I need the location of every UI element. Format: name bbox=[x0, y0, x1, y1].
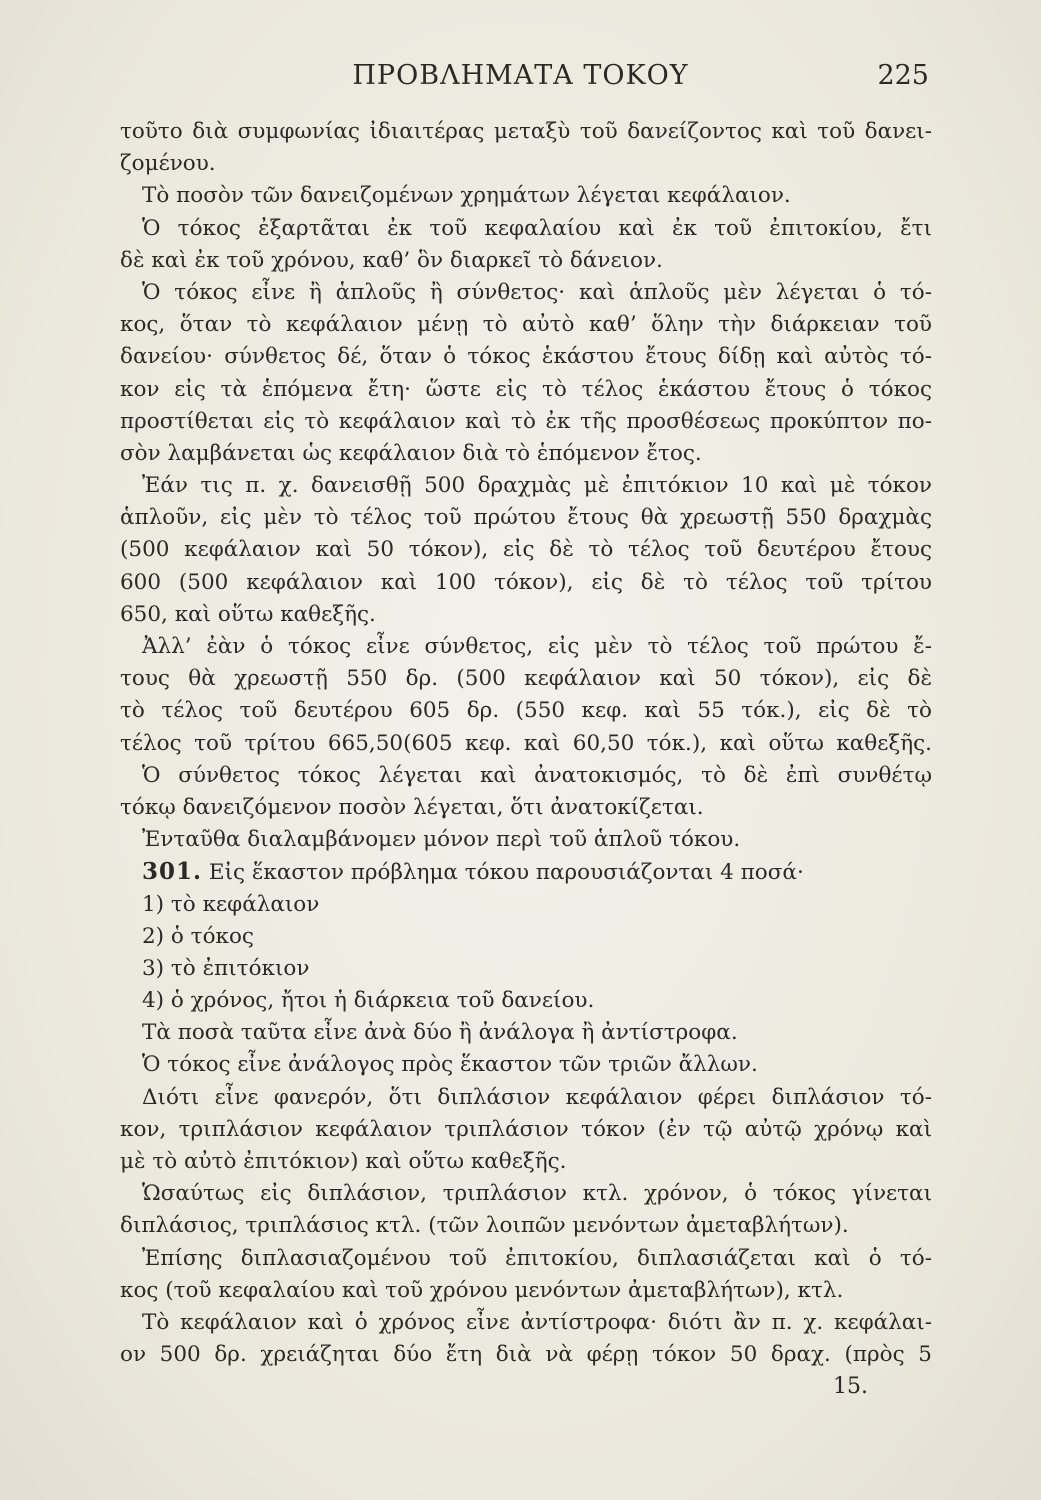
page-number: 225 bbox=[877, 60, 929, 91]
text-line bbox=[120, 1082, 932, 1114]
text-line bbox=[120, 760, 932, 792]
text-line bbox=[120, 1339, 932, 1371]
text-line-content: Ὁ τόκος εἶνε ἢ ἁπλοῦς ἢ σύνθετος· καὶ ἁπλοῦς μὲν λέγεται ὁ τό- bbox=[142, 279, 932, 305]
text-line bbox=[120, 213, 932, 245]
text-line bbox=[120, 567, 932, 599]
text-line bbox=[120, 856, 932, 888]
text-line-content: Ἀλλ’ ἐὰν ὁ τόκος εἶνε σύνθετος, εἰς μὲν τὸ τέλος τοῦ πρώτου ἔ- bbox=[142, 634, 932, 659]
text-line bbox=[120, 728, 932, 760]
text-line bbox=[120, 1114, 932, 1146]
section-number: 301. bbox=[142, 858, 203, 886]
text-line bbox=[120, 502, 932, 534]
text-line bbox=[120, 1371, 932, 1403]
text-line bbox=[120, 824, 932, 856]
text-line-content: κον, τριπλάσιον κεφάλαιον τριπλάσιον τόκον (ἐν τῷ αὐτῷ χρόνῳ καὶ bbox=[120, 1116, 932, 1142]
text-line bbox=[120, 1210, 932, 1242]
text-line-content: ἁπλοῦν, εἰς μὲν τὸ τέλος τοῦ πρώτου ἔτους θὰ χρεωστῇ 550 δραχμὰς bbox=[120, 505, 932, 531]
text-line-content: Ὁ τόκος ἐξαρτᾶται ἐκ τοῦ κεφαλαίου καὶ ἐκ τοῦ ἐπιτοκίου, ἔτι bbox=[142, 215, 932, 241]
text-line-content: δανείου· σύνθετος δέ, ὅταν ὁ τόκος ἑκάστου ἔτους δίδῃ καὶ αὐτὸς τό- bbox=[120, 344, 932, 370]
text-line-content: τους θὰ χρεωστῇ 550 δρ. (500 κεφάλαιον καὶ 50 τόκον), εἰς δὲ bbox=[120, 666, 932, 692]
text-line-content: τὸ τέλος τοῦ δευτέρου 605 δρ. (550 κεφ. καὶ 55 τόκ.), εἰς δὲ τὸ bbox=[120, 698, 932, 724]
running-title: ΠΡΟΒΛΗΜΑΤΑ ΤΟΚΟΥ bbox=[352, 60, 689, 91]
text-line-content: Εἰς ἕκαστον πρόβλημα τόκου παρουσιάζονται 4 ποσά· bbox=[208, 860, 804, 886]
text-line bbox=[120, 599, 932, 631]
text-line-content: (500 κεφάλαιον καὶ 50 τόκον), εἰς δὲ τὸ τέλος τοῦ δευτέρου ἔτους bbox=[120, 537, 932, 563]
text-line-content: 3) τὸ ἐπιτόκιον bbox=[142, 955, 310, 981]
text-line-content: 2) ὁ τόκος bbox=[142, 923, 254, 949]
text-line-content: Ἐνταῦθα διαλαμβάνομεν μόνον περὶ τοῦ ἁπλοῦ τόκου. bbox=[142, 827, 741, 853]
text-line-content: Τὸ κεφάλαιον καὶ ὁ χρόνος εἶνε ἀντίστροφα· διότι ἂν π. χ. κεφάλαι- bbox=[142, 1309, 932, 1335]
text-line-content: τόκῳ δανειζόμενον ποσὸν λέγεται, ὅτι ἀνατοκίζεται. bbox=[120, 794, 704, 820]
text-line bbox=[120, 792, 932, 824]
text-line-content: Ἐάν τις π. χ. δανεισθῇ 500 δραχμὰς μὲ ἐπιτόκιον 10 καὶ μὲ τόκον bbox=[142, 473, 932, 499]
text-line-content: κον εἰς τὰ ἑπόμενα ἔτη· ὥστε εἰς τὸ τέλος ἑκάστου ἔτους ὁ τόκος bbox=[120, 376, 932, 402]
text-line bbox=[120, 695, 932, 727]
text-line bbox=[120, 406, 932, 438]
text-line bbox=[120, 438, 932, 470]
text-line-content: ζομένου. bbox=[120, 151, 216, 177]
text-line bbox=[120, 985, 932, 1017]
text-line-content: διπλάσιος, τριπλάσιος κτλ. (τῶν λοιπῶν μενόντων ἀμεταβλήτων). bbox=[120, 1213, 849, 1239]
text-line bbox=[120, 534, 932, 566]
text-line-content: Ὁ τόκος εἶνε ἀνάλογος πρὸς ἕκαστον τῶν τριῶν ἄλλων. bbox=[142, 1052, 758, 1078]
text-line bbox=[120, 277, 932, 309]
text-line bbox=[120, 374, 932, 406]
text-line-content: προστίθεται εἰς τὸ κεφάλαιον καὶ τὸ ἐκ τῆς προσθέσεως προκύπτον πο- bbox=[120, 408, 932, 434]
page-header bbox=[0, 58, 1041, 98]
text-line bbox=[120, 116, 932, 148]
text-line-content: σὸν λαμβάνεται ὡς κεφάλαιον διὰ τὸ ἑπόμενον ἔτος. bbox=[120, 440, 702, 466]
text-line bbox=[120, 148, 932, 180]
text-line bbox=[120, 245, 932, 277]
text-line bbox=[120, 309, 932, 341]
text-line bbox=[120, 1017, 932, 1049]
text-line-content: ον 500 δρ. χρειάζηται δύο ἔτη διὰ νὰ φέρῃ τόκον 50 δραχ. (πρὸς 5 bbox=[120, 1342, 932, 1368]
text-line bbox=[120, 180, 932, 212]
text-line bbox=[120, 889, 932, 921]
text-line-content: 600 (500 κεφάλαιον καὶ 100 τόκον), εἰς δὲ τὸ τέλος τοῦ τρίτου bbox=[120, 569, 932, 595]
text-line-content: Τὰ ποσὰ ταῦτα εἶνε ἀνὰ δύο ἢ ἀνάλογα ἢ ἀντίστροφα. bbox=[142, 1020, 738, 1046]
text-line bbox=[120, 341, 932, 373]
text-line-content: κος, ὅταν τὸ κεφάλαιον μένῃ τὸ αὐτὸ καθ’ ὅλην τὴν διάρκειαν τοῦ bbox=[120, 312, 932, 338]
text-line-content: 15. bbox=[833, 1374, 868, 1400]
text-line-content: Διότι εἶνε φανερόν, ὅτι διπλάσιον κεφάλαιον φέρει διπλάσιον τό- bbox=[142, 1084, 932, 1110]
text-line bbox=[120, 921, 932, 953]
text-line bbox=[120, 470, 932, 502]
text-line-content: Ὁ σύνθετος τόκος λέγεται καὶ ἀνατοκισμός, τὸ δὲ ἐπὶ συνθέτῳ bbox=[142, 762, 932, 788]
text-line bbox=[120, 1178, 932, 1210]
text-line-content: 4) ὁ χρόνος, ἤτοι ἡ διάρκεια τοῦ δανείου. bbox=[142, 988, 595, 1014]
text-line-content: κος (τοῦ κεφαλαίου καὶ τοῦ χρόνου μενόντων ἀμεταβλήτων), κτλ. bbox=[120, 1277, 844, 1303]
text-line bbox=[120, 1307, 932, 1339]
text-line-content: Ὡσαύτως εἰς διπλάσιον, τριπλάσιον κτλ. χρόνον, ὁ τόκος γίνεται bbox=[142, 1181, 932, 1207]
text-line-content: δὲ καὶ ἐκ τοῦ χρόνου, καθ’ ὃν διαρκεῖ τὸ δάνειον. bbox=[120, 247, 663, 273]
text-line bbox=[120, 1146, 932, 1178]
text-line bbox=[120, 1049, 932, 1081]
text-line bbox=[120, 953, 932, 985]
text-line bbox=[120, 1275, 932, 1307]
text-line-content: μὲ τὸ αὐτὸ ἐπιτόκιον) καὶ οὕτω καθεξῆς. bbox=[120, 1149, 567, 1174]
text-line-content: 650, καὶ οὕτω καθεξῆς. bbox=[120, 601, 376, 627]
text-line-content: 1) τὸ κεφάλαιον bbox=[142, 891, 320, 917]
text-line bbox=[120, 631, 932, 663]
text-line-content: Ἐπίσης διπλασιαζομένου τοῦ ἐπιτοκίου, διπλασιάζεται καὶ ὁ τό- bbox=[142, 1245, 932, 1271]
text-line-content: Τὸ ποσὸν τῶν δανειζομένων χρημάτων λέγεται κεφάλαιον. bbox=[142, 183, 791, 209]
text-line bbox=[120, 663, 932, 695]
text-line bbox=[120, 1243, 932, 1275]
text-line-content: τοῦτο διὰ συμφωνίας ἰδιαιτέρας μεταξὺ τοῦ δανείζοντος καὶ τοῦ δανει- bbox=[120, 119, 932, 144]
text-line-content: τέλος τοῦ τρίτου 665,50(605 κεφ. καὶ 60,50 τόκ.), καὶ οὕτω καθεξῆς. bbox=[120, 730, 932, 756]
body-text bbox=[120, 116, 932, 1404]
